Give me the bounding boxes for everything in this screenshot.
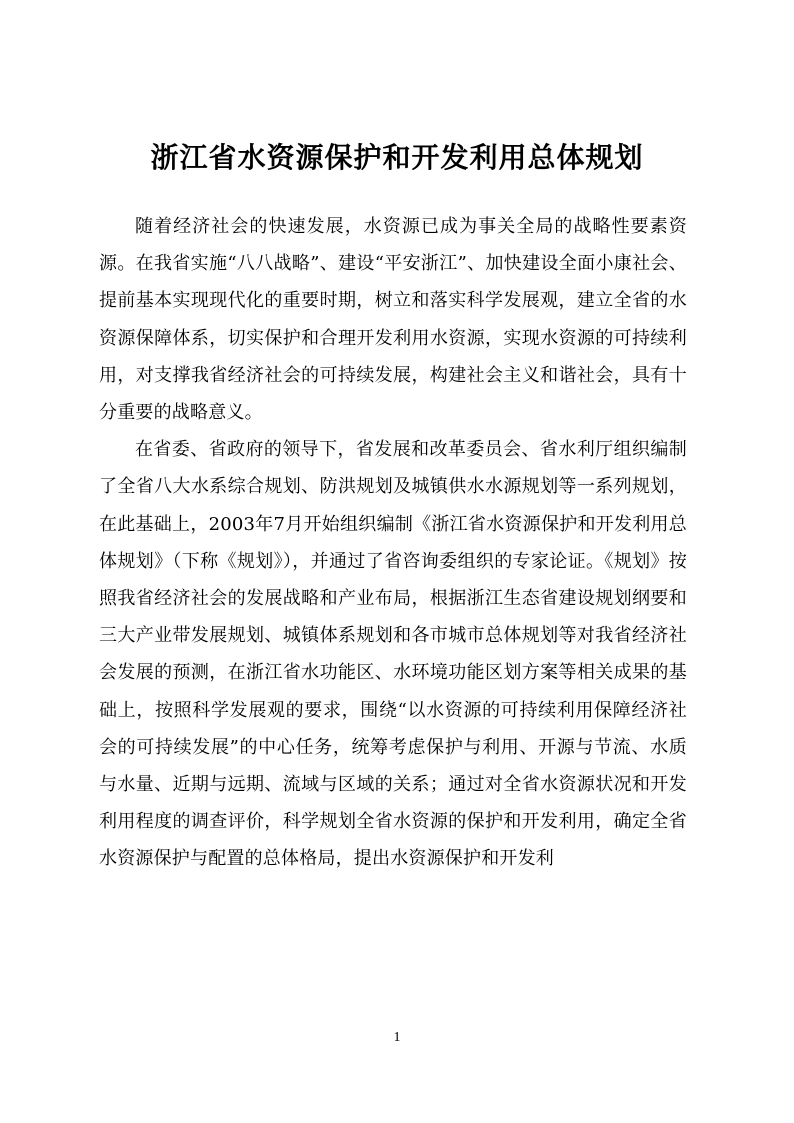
document-title: 浙江省水资源保护和开发利用总体规划 bbox=[150, 141, 644, 174]
document-body bbox=[99, 208, 687, 878]
paragraph-intro: 随着经济社会的快速发展，水资源已成为事关全局的战略性要素资源。在我省实施“八八战略”、建设“平安浙江”、加快建设全面小康社会、提前基本实现现代化的重要时期，树立和落实科学发展观，建立全省的水资源保障体系，切实保护和合理开发利用水资源，实现水资源的可持续利用，对支撑我省经济社会的可持续发展，构建社会主义和谐社会，具有十分重要的战略意义。 bbox=[99, 216, 687, 424]
page-number: 1 bbox=[393, 1030, 401, 1045]
paragraph-planning: 在省委、省政府的领导下，省发展和改革委员会、省水利厅组织编制了全省八大水系综合规划、防洪规划及城镇供水水源规划等一系列规划，在此基础上，2003年7月开始组织编制《浙江省水资源保护和开发利用总体规划》（下称《规划》），并通过了省咨询委组织的专家论证。《规划》按照我省经济社会的发展战略和产业布局，根据浙江生态省建设规划纲要和三大产业带发展规划、城镇体系规划和各市城市总体规划等对我省经济社会发展的预测，在浙江省水功能区、水环境功能区划方案等相关成果的基础上，按照科学发展观的要求，围绕“以水资源的可持续利用保障经济社会的可持续发展”的中心任务，统筹考虑保护与利用、开源与节流、水质与水量、近期与远期、流域与区域的关系；通过对全省水资源状况和开发利用程度的调查评价，科学规划全省水资源的保护和开发利用，确定全省水资源保护与配置的总体格局，提出水资源保护和开发利 bbox=[99, 439, 687, 870]
